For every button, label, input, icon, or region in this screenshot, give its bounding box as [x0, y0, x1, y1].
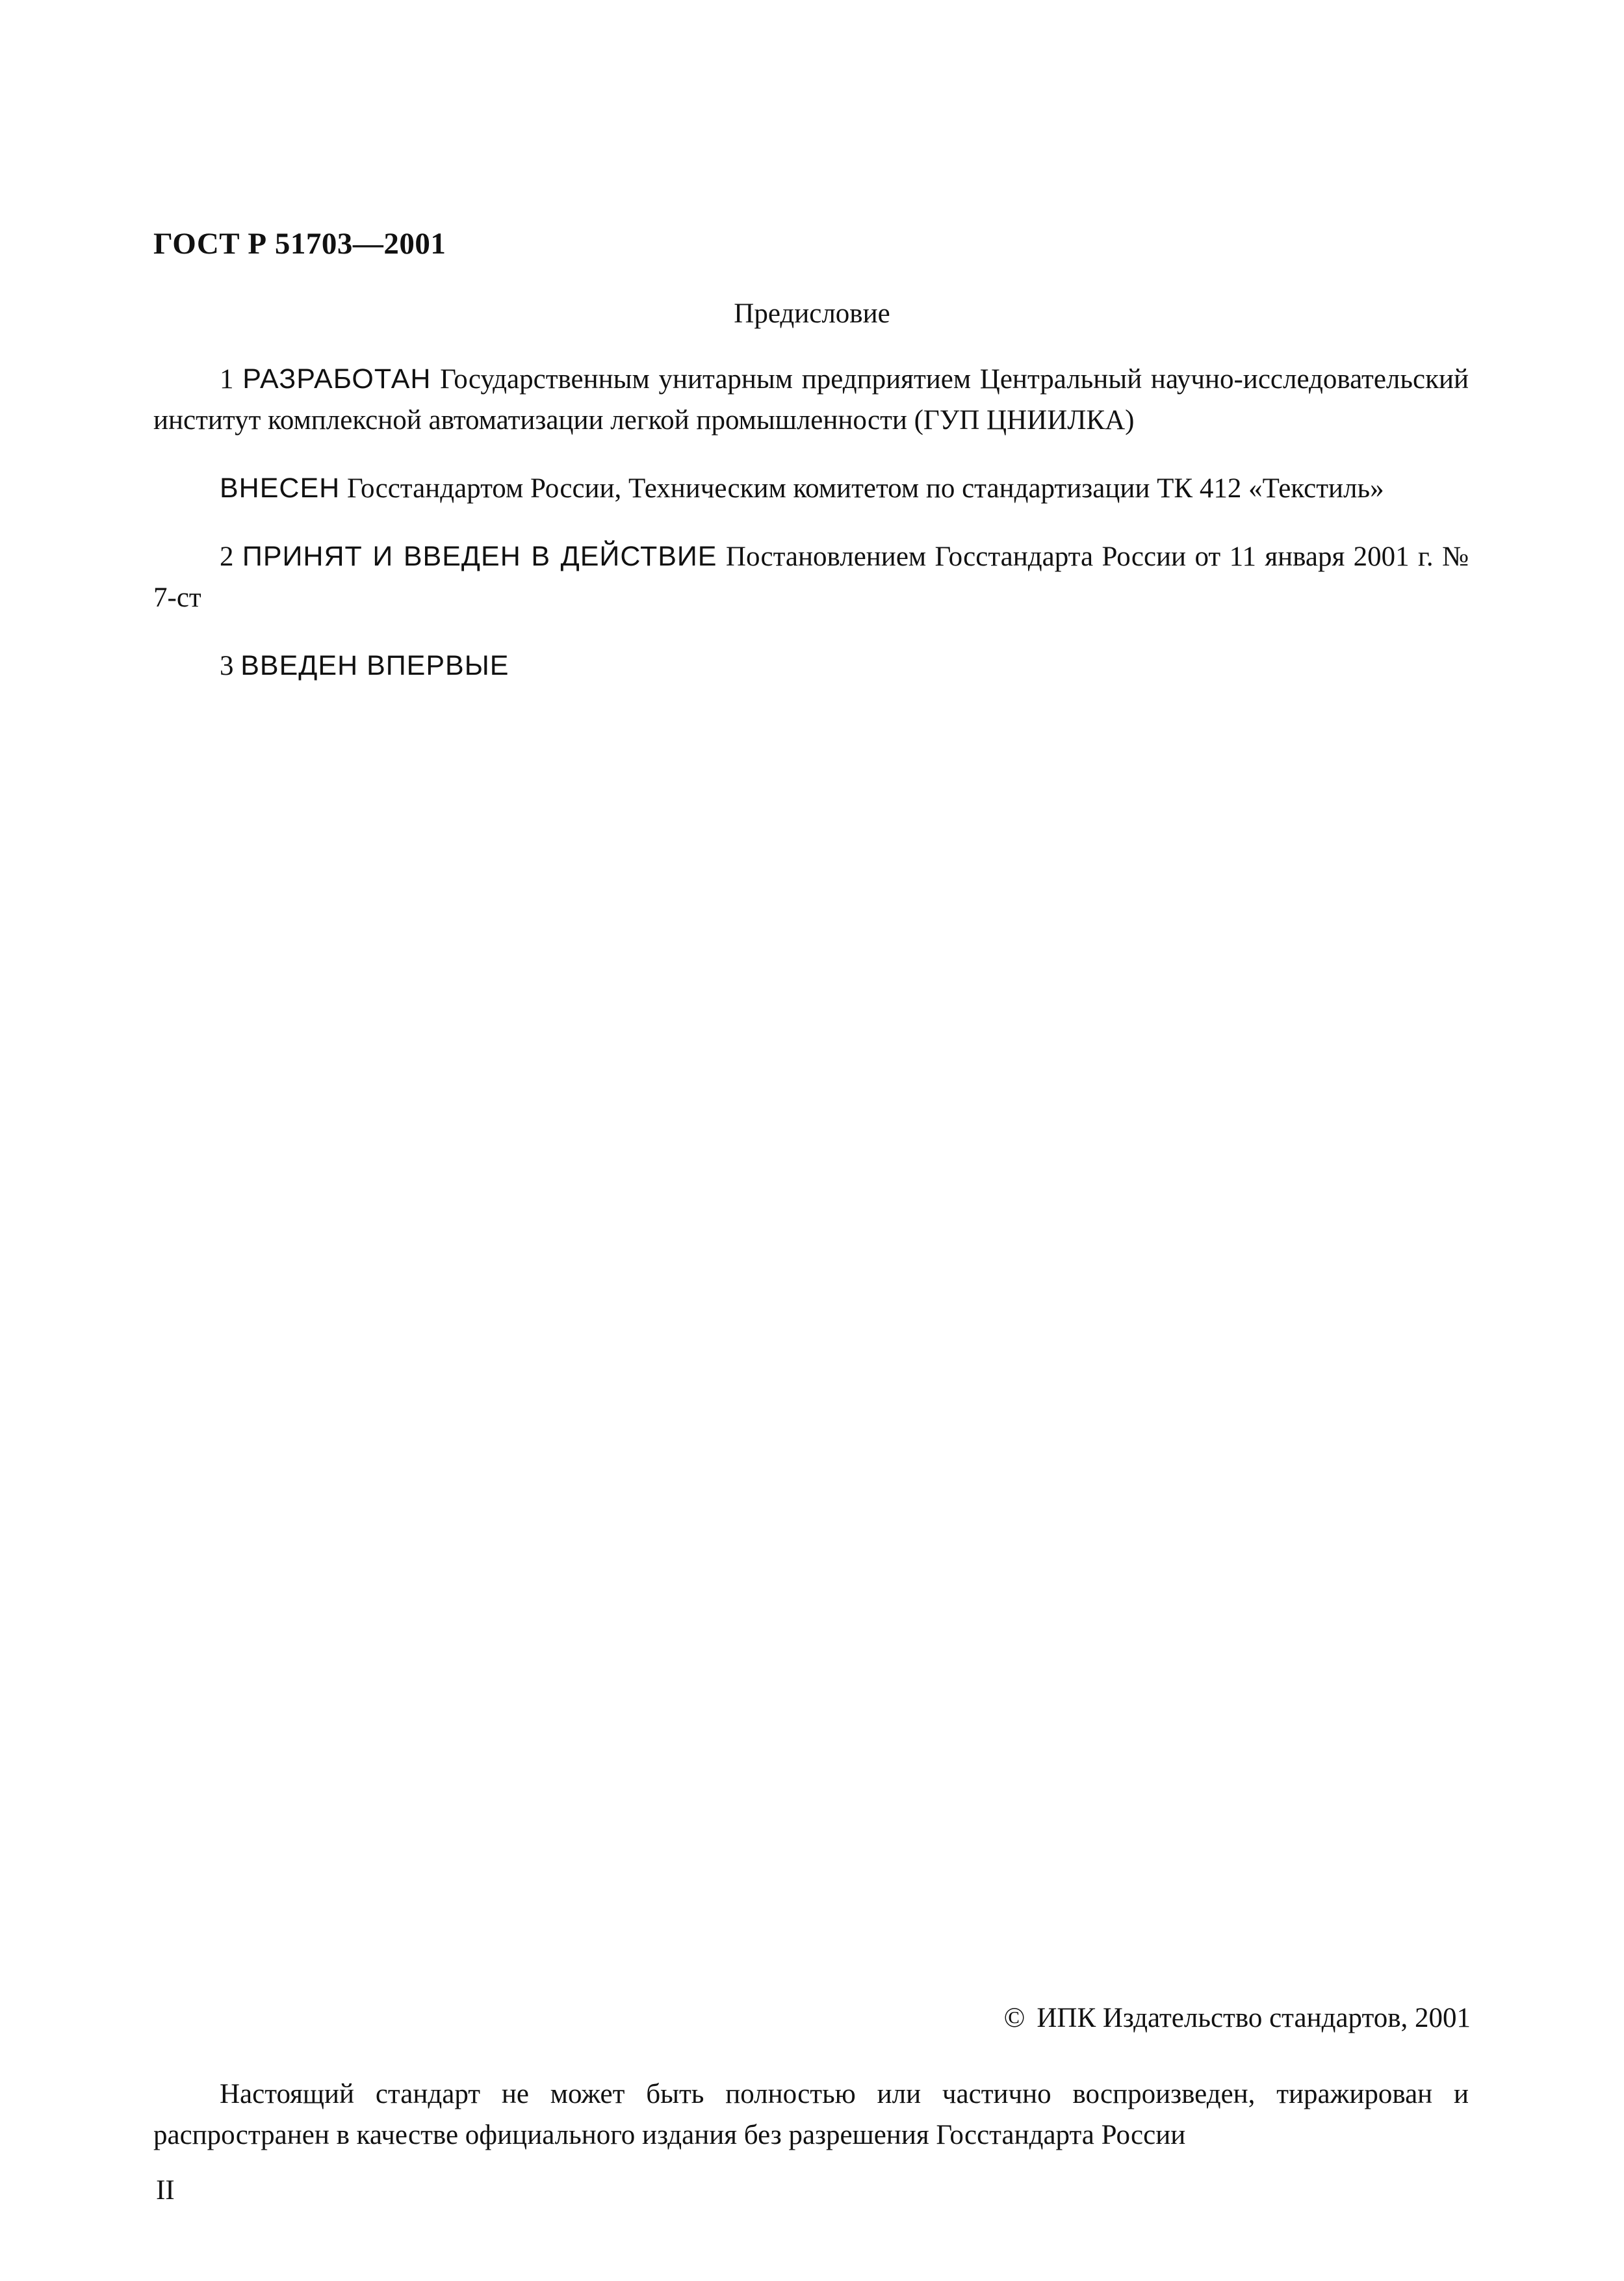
copyright-text: ИПК Издательство стандартов, 2001 — [1037, 2003, 1471, 2033]
item-keyword: ВВЕДЕН ВПЕРВЫЕ — [240, 650, 509, 681]
item-text: Постановлением Госстандарта России от 11 января 2001 г. № 7-ст — [153, 541, 1469, 613]
item-number: 1 — [220, 364, 243, 395]
item-keyword: РАЗРАБОТАН — [242, 363, 432, 395]
foreword-item-introduced — [153, 468, 1469, 509]
foreword-item-developed — [153, 359, 1469, 441]
copyright-line — [1004, 2002, 1471, 2034]
item-text: Госстандартом России, Техническим комитетом по стандартизации ТК 412 «Текстиль» — [340, 473, 1384, 504]
foreword-item-adopted — [153, 536, 1469, 618]
section-title: Предисловие — [734, 298, 890, 329]
foreword-item-first-introduced — [153, 645, 1469, 686]
item-keyword: ПРИНЯТ И ВВЕДЕН В ДЕЙСТВИЕ — [242, 541, 717, 572]
item-keyword: ВНЕСЕН — [220, 473, 341, 504]
page-number: II — [156, 2175, 175, 2206]
item-text: Государственным унитарным предприятием Центральный научно-исследовательский институт комплексной автоматизации легкой промышленности (ГУП ЦНИИЛКА) — [153, 364, 1469, 436]
foreword-body — [153, 359, 1469, 714]
copyright-icon: © — [1003, 2003, 1025, 2033]
item-number: 2 — [220, 541, 242, 572]
document-number: ГОСТ Р 51703—2001 — [153, 227, 446, 261]
item-number: 3 — [220, 651, 241, 681]
reproduction-notice: Настоящий стандарт не может быть полностью или частично воспроизведен, тиражирован и распространен в качестве официального издания без разрешения Госстандарта России — [153, 2079, 1469, 2150]
